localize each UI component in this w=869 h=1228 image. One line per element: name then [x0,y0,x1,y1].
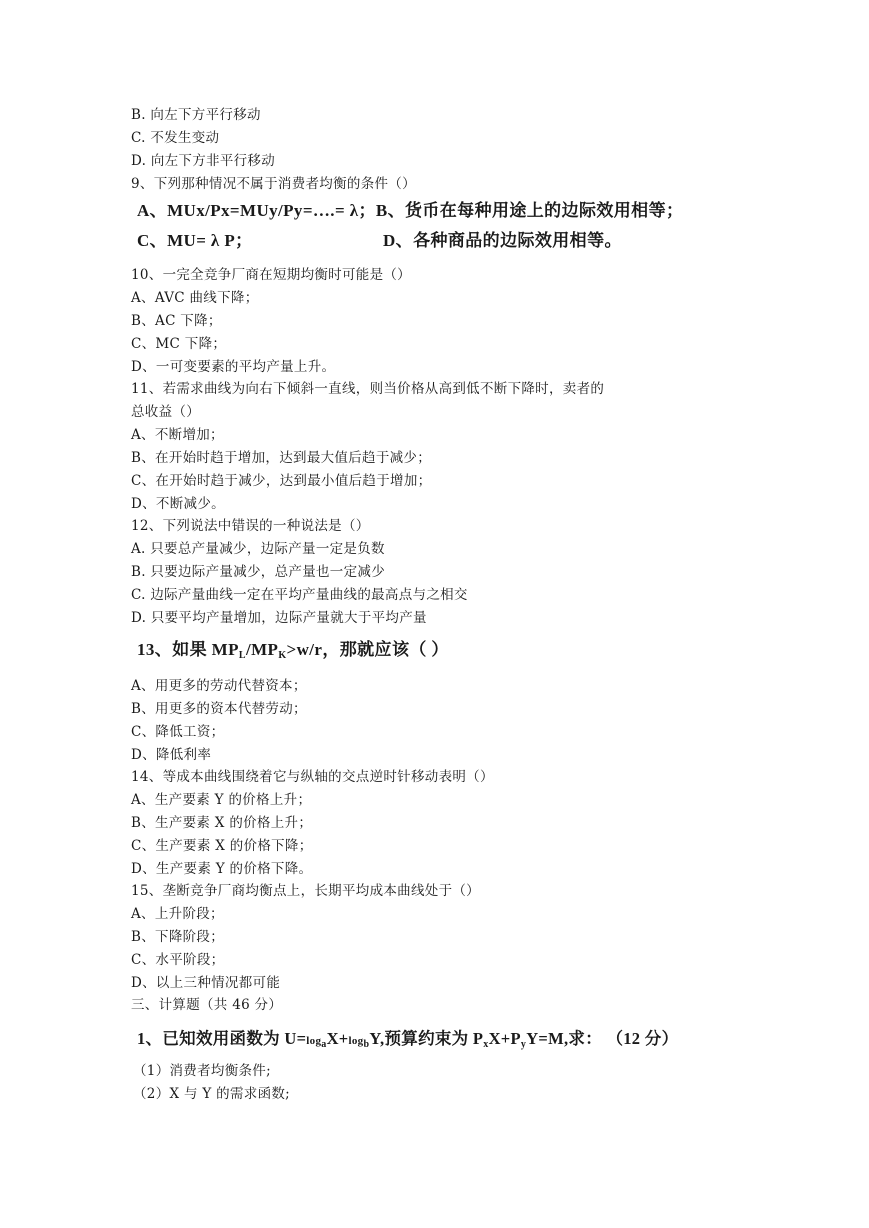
c1-text-2: X+ [326,1029,349,1048]
q13-sub-k: K [278,650,287,661]
question-11-option-b: B、在开始时趋于增加，达到最大值后趋于减少； [131,450,432,466]
c1-text-1: 1、已知效用函数为 U= [137,1029,307,1048]
question-14-option-a: A、生产要素 Y 的价格上升； [131,792,312,808]
question-9-option-c: C、MU= λ P； [137,231,253,250]
q13-sub-l: L [238,650,246,661]
question-11: 11、若需求曲线为向右下倾斜一直线，则当价格从高到低不断下降时，卖者的 [131,381,605,397]
question-9: 9、下列那种情况不属于消费者均衡的条件（） [131,176,416,192]
question-11-option-c: C、在开始时趋于减少，达到最小值后趋于增加； [131,473,432,489]
question-11-option-d: D、不断减少。 [131,496,225,512]
question-15-option-c: C、水平阶段； [131,952,225,968]
question-9-option-ab: A、MUx/Px=MUy/Py=….= λ；B、货币在每种用途上的边际效用相等； [137,201,684,220]
q13-text-3: >w/r，那就应该（ ） [286,640,449,659]
question-15-option-b: B、下降阶段； [131,929,225,945]
question-9-option-d: D、各种商品的边际效用相等。 [383,231,622,250]
question-13 [137,641,449,659]
c1-log-2: log [348,1035,364,1047]
question-13-option-c: C、降低工资； [131,724,225,740]
c1-sub-x: x [483,1039,489,1050]
c1-log-1: log [306,1035,322,1047]
question-12-option-a: A. 只要总产量减少，边际产量一定是负数 [131,541,385,557]
q13-text-1: 13、如果 MP [137,640,239,659]
question-12-option-b: B. 只要边际产量减少，总产量也一定减少 [131,564,386,580]
option-b-line: B. 向左下方平行移动 [131,107,261,123]
question-10-option-b: B、AC 下降； [131,313,222,329]
question-10-option-c: C、MC 下降； [131,336,227,352]
question-14: 14、等成本曲线围绕着它与纵轴的交点逆时针移动表明（） [131,769,494,785]
question-11-continued: 总收益（） [131,404,200,420]
question-12-option-c: C. 边际产量曲线一定在平均产量曲线的最高点与之相交 [131,587,468,603]
option-c-line: C. 不发生变动 [131,130,220,146]
calc-question-1-part-1: （1）消费者均衡条件; [133,1063,271,1079]
calc-question-1 [137,1030,678,1050]
question-12: 12、下列说法中错误的一种说法是（） [131,518,370,534]
question-15-option-d: D、以上三种情况都可能 [131,975,281,991]
calc-question-1-part-2: （2）X 与 Y 的需求函数; [133,1086,291,1102]
question-15: 15、垄断竞争厂商均衡点上，长期平均成本曲线处于（） [131,883,480,899]
question-10-option-d: D、一可变要素的平均产量上升。 [131,359,336,375]
c1-text-5: Y=M,求： （12 分） [526,1029,679,1048]
section-3-heading: 三、计算题（共 46 分） [131,997,283,1013]
c1-text-4: X+P [488,1029,521,1048]
q13-text-2: /MP [245,640,279,659]
c1-sub-y: y [520,1039,527,1050]
question-14-option-b: B、生产要素 X 的价格上升； [131,815,313,831]
c1-sub-a: a [321,1039,327,1050]
question-10: 10、一完全竞争厂商在短期均衡时可能是（） [131,267,411,283]
question-12-option-d: D. 只要平均产量增加，边际产量就大于平均产量 [131,610,427,626]
question-14-option-d: D、生产要素 Y 的价格下降。 [131,861,313,877]
question-15-option-a: A、上升阶段； [131,906,224,922]
question-13-option-a: A、用更多的劳动代替资本； [131,678,307,694]
question-13-option-d: D、降低利率 [131,747,212,763]
c1-sub-b: b [363,1039,370,1050]
question-10-option-a: A、AVC 曲线下降； [131,290,259,306]
c1-text-3: Y,预算约束为 P [369,1029,484,1048]
question-11-option-a: A、不断增加； [131,427,224,443]
option-d-line: D. 向左下方非平行移动 [131,153,276,169]
question-14-option-c: C、生产要素 X 的价格下降； [131,838,313,854]
question-13-option-b: B、用更多的资本代替劳动； [131,701,307,717]
